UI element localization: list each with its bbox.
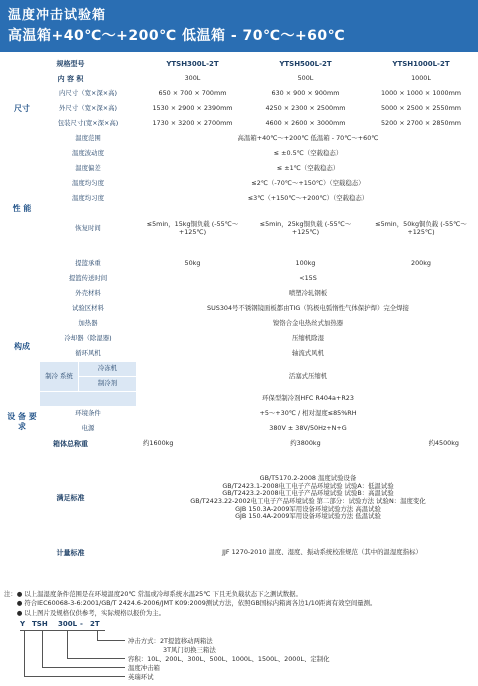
metrology-value: JJF 1270-2010 温度、湿度、振动系统校准规范（其中的温湿度指标） <box>137 545 478 561</box>
code-mode: 2T <box>90 620 100 628</box>
basket-3: 200kg <box>363 257 478 271</box>
code-desc-brand: 英瑞环试 <box>128 673 154 681</box>
compressor-value: 活塞式压缩机 <box>137 362 478 391</box>
models-row <box>5 57 478 71</box>
refrigerant-row <box>5 392 478 406</box>
refrigerant-value: 环保型制冷剂HFC R404a+R23 <box>137 392 478 406</box>
spec-table <box>4 56 478 562</box>
pack-size-1: 1730 × 3200 × 2700mm <box>137 117 248 131</box>
build-value: 压缩机除湿 <box>137 332 478 346</box>
perf-row <box>5 132 478 146</box>
weight-row <box>5 437 478 451</box>
pack-size-3: 5200 × 2700 × 2850mm <box>363 117 478 131</box>
standards-list <box>137 452 478 544</box>
perf-label: 温度均匀度 <box>40 177 136 191</box>
build-value: 喷塑冷轧钢板 <box>137 287 478 301</box>
perf-value: ≤2℃（-70℃～+150℃）（空载稳态） <box>137 177 478 191</box>
volume-2: 500L <box>249 72 362 86</box>
volume-3: 1000L <box>363 72 478 86</box>
notes <box>4 590 474 618</box>
standards-row <box>5 452 478 544</box>
inner-size-3: 1000 × 1000 × 1000mm <box>363 87 478 101</box>
perf-row <box>5 147 478 161</box>
outer-size-row <box>5 102 478 116</box>
env-row <box>5 407 478 421</box>
code-desc-type: 温度冲击箱 <box>128 664 160 672</box>
metrology-row <box>5 545 478 561</box>
recovery-2: ≤5min，25kg铜负载 (-55℃～+125℃) <box>249 207 362 251</box>
pack-size-2: 4600 × 2600 × 3000mm <box>249 117 362 131</box>
perf-label: 温度波动度 <box>40 147 136 161</box>
build-label: 试验区材料 <box>40 302 136 316</box>
outer-size-label: 外尺寸（宽×深×高) <box>40 102 136 116</box>
perf-row <box>5 177 478 191</box>
header-banner <box>0 0 478 52</box>
build-value: 轴流式风机 <box>137 347 478 361</box>
equipment-section: 设 备 要 求 <box>5 407 39 436</box>
inner-size-2: 630 × 900 × 900mm <box>249 87 362 101</box>
outer-size-3: 5000 × 2500 × 2550mm <box>363 102 478 116</box>
model-code-diagram <box>20 620 470 684</box>
page-title: 温度冲击试验箱 <box>8 8 107 23</box>
construction-section: 构成 <box>5 287 39 406</box>
perf-value: ≤ ±0.5℃（空载稳态） <box>137 147 478 161</box>
model-2: YTSH500L-2T <box>249 57 362 71</box>
perf-value: 高温箱+40℃～+200℃ 低温箱 - 70℃～+60℃ <box>137 132 478 146</box>
build-row <box>5 317 478 331</box>
models-label: 规格型号 <box>5 57 136 71</box>
power-label: 电源 <box>40 422 136 436</box>
note-item: ● 以上图片及规格仅供参考，实际规格以报价为主。 <box>16 608 165 617</box>
basket-2: 100kg <box>249 257 362 271</box>
build-row <box>5 347 478 361</box>
weight-label: 箱体总称重 <box>5 437 136 451</box>
model-3: YTSH1000L-2T <box>363 57 478 71</box>
env-label: 环境条件 <box>40 407 136 421</box>
build-value: SUS304号不锈钢镜面板都由TIG（钨极电弧惰性气体保护焊）完全焊接 <box>137 302 478 316</box>
standard-item: GB/T5170.2-2008 温度试验设备 <box>259 473 357 482</box>
code-desc-mode-alt: 3T风门切换三箱法 <box>163 646 216 654</box>
perf-label: 温度范围 <box>40 132 136 146</box>
build-value: 镍铬合金电热丝式加热器 <box>137 317 478 331</box>
size-section: 尺寸 <box>5 87 39 131</box>
perf-row <box>5 192 478 206</box>
notes-prefix: 注： <box>4 590 17 598</box>
basket-row <box>5 257 478 271</box>
inner-size-label: 内尺寸（宽×深×高) <box>40 87 136 101</box>
cooling-system <box>40 362 136 391</box>
build-row <box>5 302 478 316</box>
basket-label: 提篮承重 <box>40 257 136 271</box>
recovery-1: ≤5min，15kg铜负载 (-55℃～+125℃) <box>137 207 248 251</box>
basket-1: 50kg <box>137 257 248 271</box>
compressor-label: 冷冻机 <box>79 362 137 377</box>
standard-item: GJB 150.4A-2009军用设备环境试验方法 低温试验 <box>235 512 381 521</box>
weight-3: 约4500kg <box>363 437 478 451</box>
note-item: ● 以上温湿度条件范围是在环境温度20℃ 常温或冷却系统水温25℃ 下且无负载状态下之测试数据。 <box>16 590 302 598</box>
perf-label: 温度均习度 <box>40 192 136 206</box>
build-label: 循环风机 <box>40 347 136 361</box>
inner-size-row <box>5 87 478 101</box>
code-type: TSH <box>32 620 48 628</box>
weight-1: 约1600kg <box>137 437 248 451</box>
build-row <box>5 332 478 346</box>
code-desc-volume: 容积：10L、200L、300L、500L、1000L、1500L、2000L、定制化 <box>128 655 330 663</box>
code-desc-mode: 冲击方式：2T提篮移动两箱法 <box>128 637 213 645</box>
perf-label: 温度偏差 <box>40 162 136 176</box>
perf-value: ≤3℃（+150℃～+200℃）（空载稳态） <box>137 192 478 206</box>
transfer-label: 提篮传送时间 <box>40 272 136 286</box>
build-label: 外壳材料 <box>40 287 136 301</box>
standard-item: GB/T2423.2-2008电工电子产品环境试验 试验B：高温试验 <box>222 489 394 498</box>
code-brand: Y <box>20 620 26 628</box>
performance-section: 性 能 <box>5 132 39 286</box>
recovery-label: 恢复时间 <box>40 207 136 251</box>
standard-item: GB/T2423.1-2008电工电子产品环境试验 试验A：低温试验 <box>222 481 394 490</box>
outer-size-2: 4250 × 2300 × 2500mm <box>249 102 362 116</box>
perf-value: ≤ ±1℃（空载稳态） <box>137 162 478 176</box>
model-1: YTSH300L-2T <box>137 57 248 71</box>
inner-size-1: 650 × 700 × 700mm <box>137 87 248 101</box>
note-item: ● 符合IEC60068-3-6:2001/GB/T 2424.6-2006/JMT K09:2009测试方法，依照GB国标内箱离各边1/10距离有效空间量测。 <box>16 599 377 608</box>
weight-2: 约3800kg <box>249 437 362 451</box>
build-row <box>5 287 478 301</box>
pack-size-row <box>5 117 478 131</box>
page-subtitle: 高温箱+40℃～+200℃ 低温箱 - 70℃～+60℃ <box>8 28 346 44</box>
volume-label: 内 容 积 <box>5 72 136 86</box>
standard-item: GB/T2423.22-2002电工电子产品环境试验 第二部分：试验方法 试验N：温度变化 <box>190 497 426 505</box>
power-row <box>5 422 478 436</box>
code-separator: - <box>80 620 83 628</box>
standard-item: GJB 150.3A-2009军用设备环境试验方法 高温试验 <box>235 504 381 513</box>
power-value: 380V ± 38V/50Hz+N+G <box>137 422 478 436</box>
compressor-row <box>5 362 478 391</box>
metrology-label: 计量标准 <box>5 545 136 561</box>
volume-row <box>5 72 478 86</box>
transfer-value: <15S <box>137 272 478 286</box>
pack-size-label: 包装尺寸(宽×深×高) <box>40 117 136 131</box>
env-value: +5～+30℃ / 相对湿度≤85%RH <box>137 407 478 421</box>
build-label: 冷却器（除湿器) <box>40 332 136 346</box>
standards-label: 满足标准 <box>5 452 136 544</box>
outer-size-1: 1530 × 2900 × 2390mm <box>137 102 248 116</box>
transfer-row <box>5 272 478 286</box>
refrigerant-label: 制冷剂 <box>79 377 137 392</box>
perf-row <box>5 162 478 176</box>
build-label: 加热器 <box>40 317 136 331</box>
recovery-3: ≤5min，50kg铜负载 (-55℃～+125℃) <box>363 207 478 251</box>
volume-1: 300L <box>137 72 248 86</box>
cooling-label: 制冷 系统 <box>40 362 79 391</box>
code-volume: 300L <box>58 620 78 628</box>
recovery-row <box>5 207 478 251</box>
